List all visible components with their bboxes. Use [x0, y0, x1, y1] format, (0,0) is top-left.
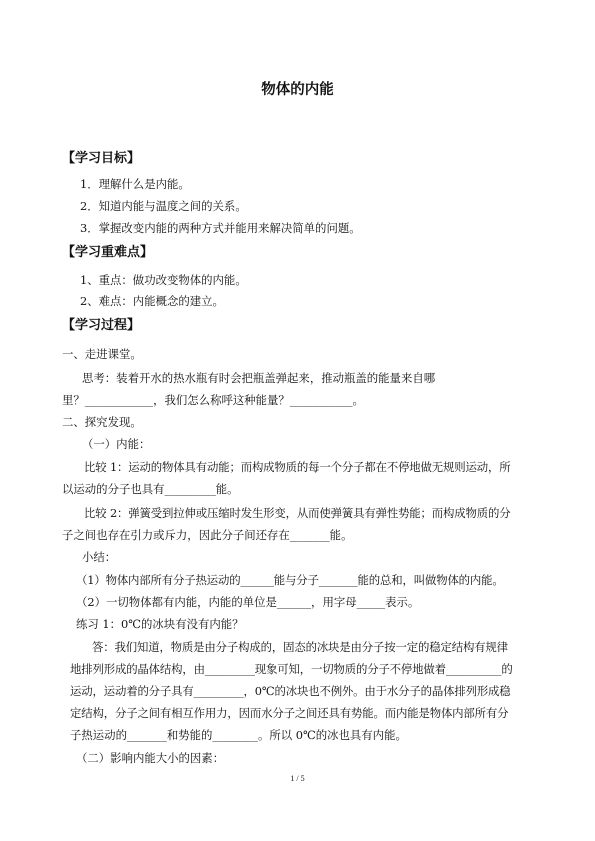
body-line: 小结： [82, 550, 117, 564]
key-point-item: 1、重点：做功改变物体的内能。 [80, 273, 247, 287]
body-line: 运动，运动着的分子具有_________，0℃的冰块也不例外。由于水分子的晶体排列形成稳 [70, 684, 511, 698]
page-title: 物体的内能 [261, 82, 334, 98]
body-line: 以运动的分子也具有_________能。 [62, 482, 239, 496]
body-line: （2）一切物体都有内能，内能的单位是______，用字母_____表示。 [76, 595, 420, 609]
body-line: 二、探究发现。 [62, 415, 142, 429]
body-line: 定结构，分子之间有相互作用力，因而水分子之间还具有势能。而内能是物体内部所有分 [70, 706, 509, 720]
body-line: 比较 1：运动的物体具有动能；而构成物质的每一个分子都在不停地做无规则运动，所 [84, 460, 511, 474]
body-line: 子热运动的_______和势能的________。所以 0℃的冰也具有内能。 [70, 728, 407, 742]
body-line: 练习 1：0℃的冰块有没有内能？ [76, 617, 244, 631]
body-line: 答：我们知道，物质是由分子构成的，固态的冰块是由分子按一定的稳定结构有规律 [92, 640, 508, 654]
body-line: 子之间也存在引力或斥力，因此分子间还存在_______能。 [62, 528, 353, 542]
body-line: （1）物体内部所有分子热运动的______能与分子_______能的总和，叫做物体的内能。 [76, 573, 504, 587]
body-line: 里？____________，我们怎么称呼这种能量？___________。 [62, 393, 364, 407]
body-line: 一、走进课堂。 [62, 347, 142, 361]
body-line: （二）影响内能大小的因素： [76, 751, 225, 765]
body-line: 思考：装着开水的热水瓶有时会把瓶盖弹起来，推动瓶盖的能量来自哪 [82, 371, 436, 385]
section-heading-process: 【学习过程】 [62, 318, 141, 333]
body-line: 地排列形成的晶体结构，由_________现象可知，一切物质的分子不停地做着__________的 [70, 662, 513, 676]
body-line: 比较 2：弹簧受到拉伸或压缩时发生形变，从而使弹簧具有弹性势能；而构成物质的分 [84, 506, 511, 520]
body-line: （一）内能： [82, 437, 151, 451]
goal-item: 2．知道内能与温度之间的关系。 [80, 199, 247, 213]
page-number: 1 / 5 [290, 774, 305, 783]
goal-item: 3．掌握改变内能的两种方式并能用来解决简单的问题。 [80, 221, 361, 235]
key-point-item: 2、难点：内能概念的建立。 [80, 294, 224, 308]
section-heading-goals: 【学习目标】 [62, 151, 141, 166]
section-heading-key-points: 【学习重难点】 [62, 245, 154, 260]
goal-item: 1．理解什么是内能。 [80, 177, 190, 191]
